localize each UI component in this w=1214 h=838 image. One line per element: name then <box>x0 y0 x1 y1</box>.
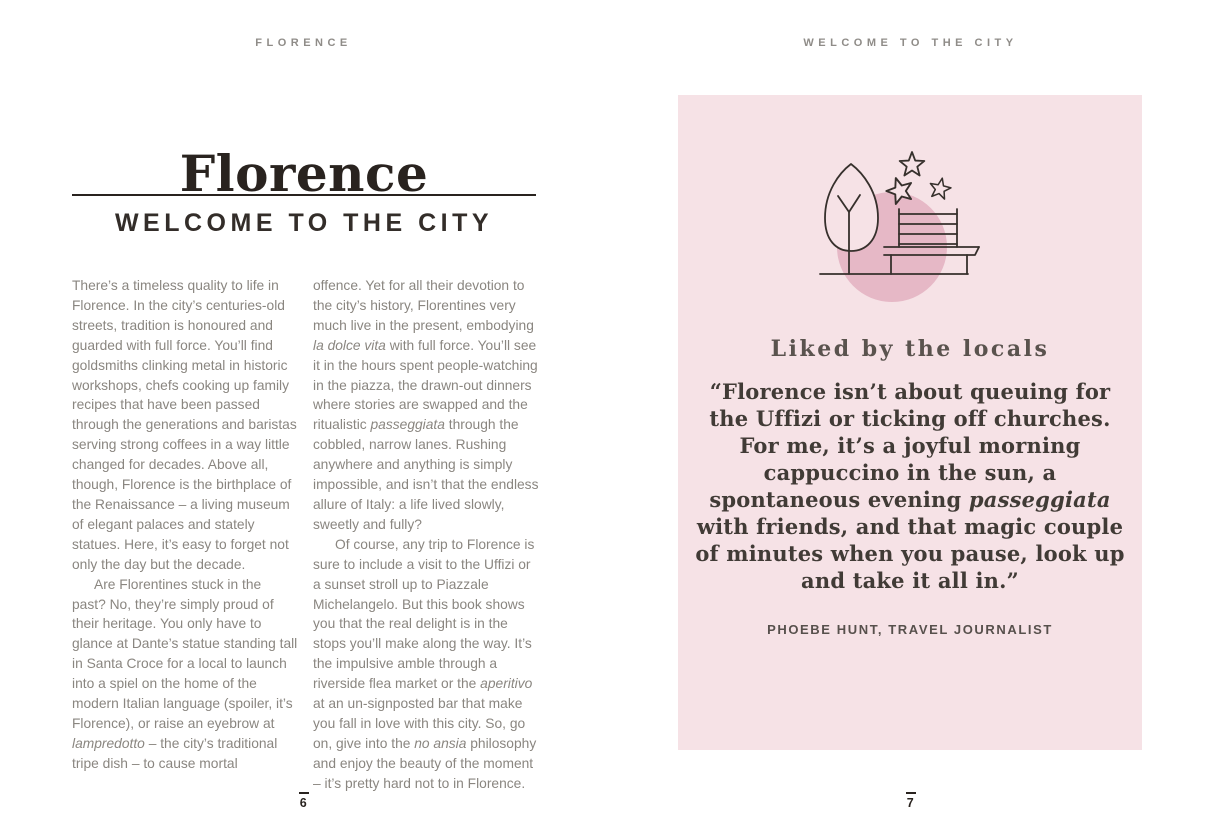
italic-text-run: la dolce vita <box>313 337 386 353</box>
text-run: offence. Yet for all their devotion to the city’s history, Florentines very much live in the present, embodying <box>313 278 534 333</box>
local-quote <box>688 378 1132 594</box>
italic-text-run: aperitivo <box>480 676 533 692</box>
page-number-value: 6 <box>299 796 308 810</box>
text-run: “Florence isn’t about queuing for the Uffizi or ticking off churches. For me, it’s a joyful morning cappuccino in the sun, a spontaneous evening <box>709 379 1111 512</box>
text-run: Are Florentines stuck in the past? No, they’re simply proud of their heritage. You only have to glance at Dante’s statue standing tall in Santa Croce for a local to launch into a spiel on the home of the modern Italian language (spoiler, it’s Florence), or raise an eyebrow at <box>72 576 298 731</box>
body-columns <box>72 276 539 794</box>
park-bench-tree-stars-illustration <box>795 128 1025 318</box>
body-paragraph <box>313 276 539 535</box>
text-run: Of course, any trip to Florence is sure to include a visit to the Uffizi or a sunset stroll up to Piazzale Michelangelo. But this book shows you that the real delight is in the stops you’ll make along the way. It’s the impulsive amble through a riverside flea market or the <box>313 536 535 692</box>
running-header-left: FLORENCE <box>255 37 352 49</box>
panel-heading: Liked by the locals <box>770 336 1050 362</box>
body-paragraph <box>72 276 298 575</box>
text-run: with friends, and that magic couple of minutes when you pause, look up and take it all in.” <box>695 514 1125 593</box>
body-column-1 <box>72 276 298 794</box>
text-run: – the city’s traditional tripe dish – to cause mortal <box>72 735 278 771</box>
text-run: through the cobbled, narrow lanes. Rushing anywhere and anything is simply impossible, and isn’t that the endless allure of Italy: a life lived slowly, sweetly and fully? <box>313 417 539 532</box>
liked-by-locals-panel <box>678 95 1142 750</box>
italic-text-run: passeggiata <box>968 487 1111 512</box>
text-run: philosophy and enjoy the beauty of the moment – it’s pretty hard not to in Florence. <box>313 735 537 791</box>
text-run: at an un-signposted bar that make you fall in love with this city. So, go on, give into the <box>313 696 526 751</box>
quote-attribution: PHOEBE HUNT, TRAVEL JOURNALIST <box>767 622 1053 637</box>
italic-text-run: lampredotto <box>72 735 145 751</box>
running-header-right: WELCOME TO THE CITY <box>803 37 1018 49</box>
italic-text-run: passeggiata <box>370 417 445 433</box>
page-number-value: 7 <box>906 796 915 810</box>
text-run: There’s a timeless quality to life in Florence. In the city’s centuries-old streets, tradition is honoured and guarded with full force. You’ll find goldsmiths clinking metal in historic workshops, chefs cooking up family recipes that have been passed through the generations and baristas serving strong coffees in a way little changed for decades. Above all, though, Florence is the birthplace of the Renaissance – a living museum of elegant palaces and stately statues. Here, it’s easy to forget not only the day but the decade. <box>72 278 297 572</box>
page-number-rule <box>906 792 916 794</box>
chapter-title: Florence <box>179 144 429 203</box>
chapter-title-block <box>72 144 536 238</box>
text-run: with full force. You’ll see it in the hours spent people-watching in the piazza, the drawn-out dinners where stories are swapped and the ritualistic <box>313 337 538 433</box>
italic-text-run: no ansia <box>414 735 467 751</box>
right-page <box>607 0 1214 838</box>
page-number-left <box>0 792 607 810</box>
page-number-right <box>607 792 1214 810</box>
body-column-2 <box>313 276 539 794</box>
chapter-subtitle: WELCOME TO THE CITY <box>114 209 494 237</box>
page-number-rule <box>299 792 309 794</box>
body-paragraph <box>72 575 298 774</box>
body-paragraph <box>313 535 539 794</box>
